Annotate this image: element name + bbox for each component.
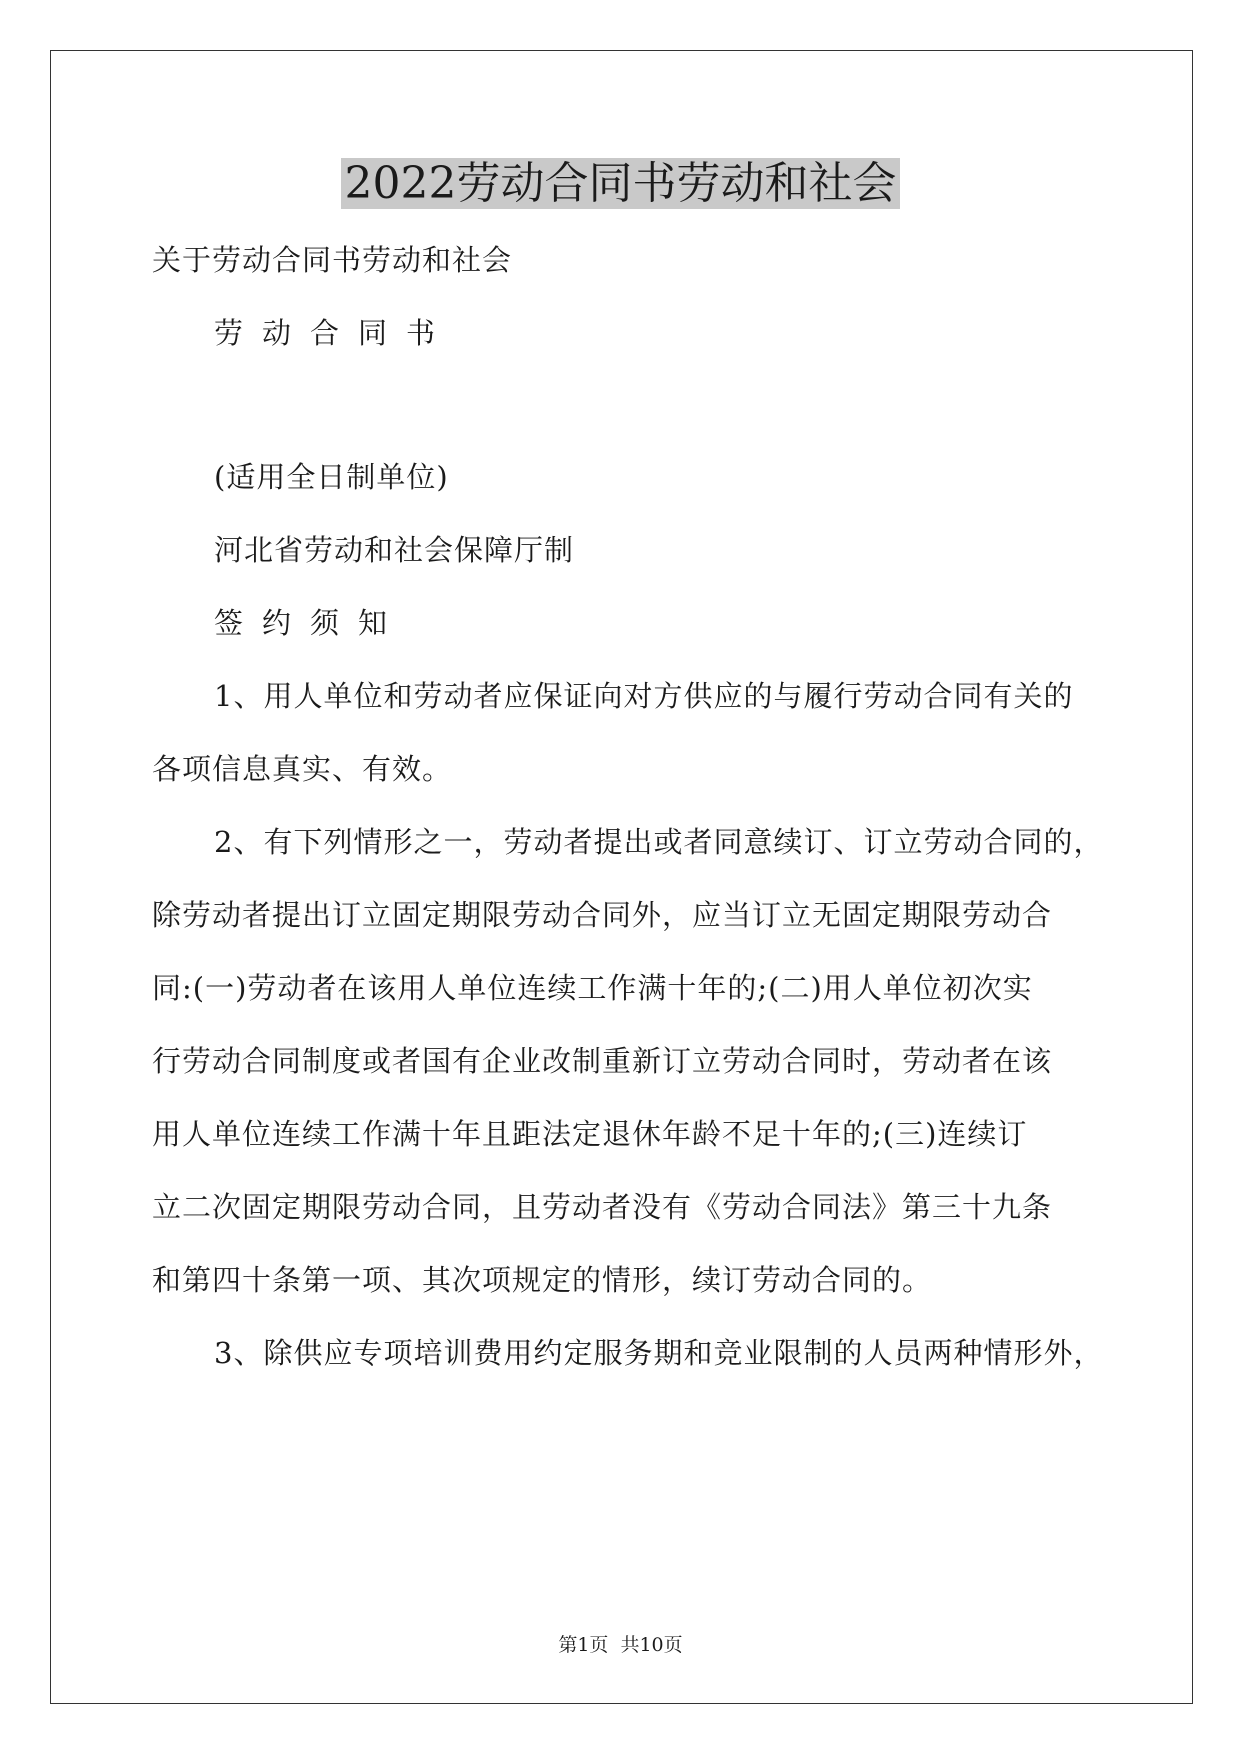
paragraph-line: 1、用人单位和劳动者应保证向对方供应的与履行劳动合同有关的 [214,679,1074,713]
paragraph-line: 用人单位连续工作满十年且距法定退休年龄不足十年的;(三)连续订 [152,1117,1028,1151]
paragraph-line: 2、有下列情形之一，劳动者提出或者同意续订、订立劳动合同的， [214,825,1104,859]
paragraph-line: 和第四十条第一项、其次项规定的情形，续订劳动合同的。 [152,1263,933,1297]
paragraph-line: 同:(一)劳动者在该用人单位连续工作满十年的;(二)用人单位初次实 [152,971,1033,1005]
page-total: 共10页 [620,1634,683,1656]
paragraph-line: 立二次固定期限劳动合同，且劳动者没有《劳动合同法》第三十九条 [152,1190,1053,1224]
paragraph-line: (适用全日制单位) [214,460,449,494]
paragraph-line: 除劳动者提出订立固定期限劳动合同外，应当订立无固定期限劳动合 [152,898,1053,932]
page-border [50,50,1193,1704]
paragraph-line: 签约须知 [214,606,407,640]
paragraph-line: 劳动合同书 [214,316,455,350]
paragraph-line: 河北省劳动和社会保障厅制 [214,533,575,567]
page-number: 第1页 [558,1634,609,1656]
paragraph-line: 3、除供应专项培训费用约定服务期和竞业限制的人员两种情形外， [214,1336,1104,1370]
paragraph-line: 关于劳动合同书劳动和社会 [152,243,513,277]
document-title [0,157,1241,211]
paragraph-line: 行劳动合同制度或者国有企业改制重新订立劳动合同时，劳动者在该 [152,1044,1053,1078]
paragraph-line: 各项信息真实、有效。 [152,752,453,786]
title-text: 2022劳动合同书劳动和社会 [341,158,901,209]
page-footer [0,1633,1241,1657]
